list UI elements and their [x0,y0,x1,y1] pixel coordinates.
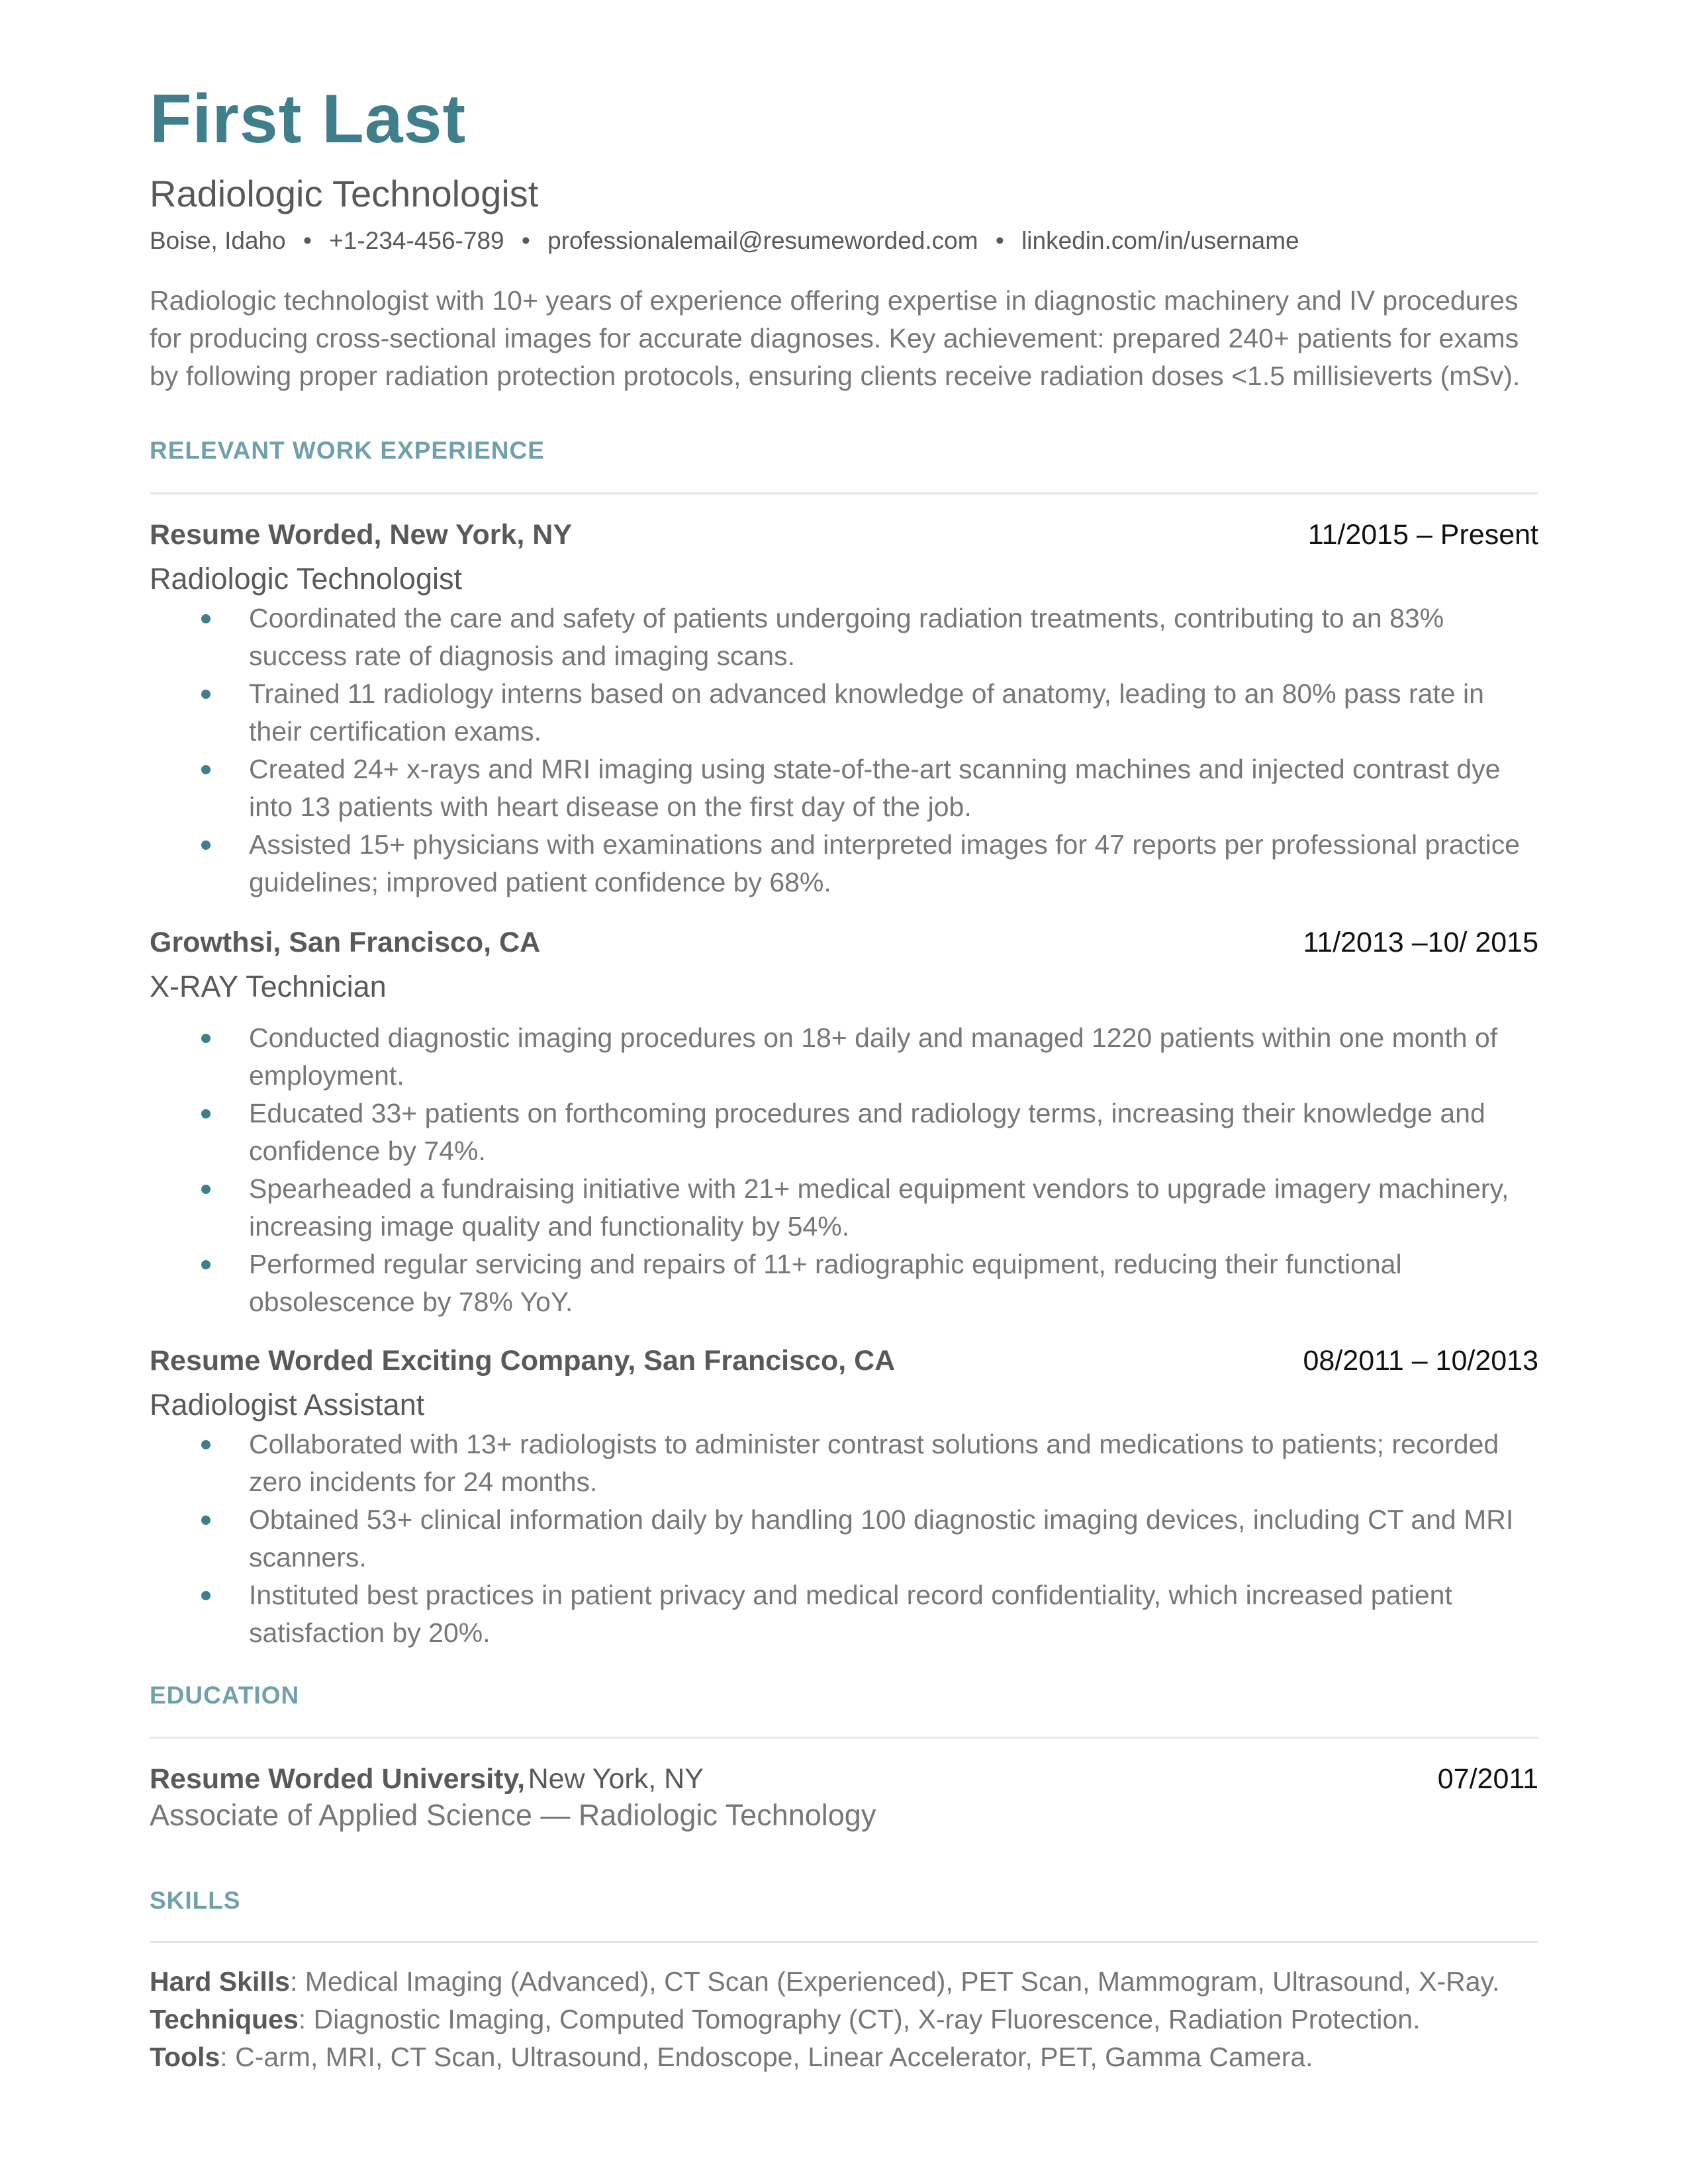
education-degree: Associate of Applied Science — Radiologic Technology [150,1798,876,1832]
education-school: Resume Worded University, [150,1763,526,1795]
job-entry [150,1345,1538,1652]
job-bullet-text: Collaborated with 13+ radiologists to administer contrast solutions and medications to patients; recorded zero incidents for 24 months. [249,1429,1499,1497]
section-divider [150,1737,1538,1739]
bullet-dot-icon [201,765,211,774]
bullet-dot-icon [201,1185,211,1194]
job-bullet-text: Performed regular servicing and repairs of 11+ radiographic equipment, reducing their functional obsolescence by 78% YoY. [249,1249,1402,1317]
job-bullet-text: Educated 33+ patients on forthcoming procedures and radiology terms, increasing their knowledge and confidence by 74%. [249,1098,1485,1166]
job-header [150,1345,1538,1385]
contact-email[interactable]: professionalemail@resumeworded.com [547,227,978,254]
bullet-dot-icon [201,841,211,850]
job-bullet-text: Created 24+ x-rays and MRI imaging using state-of-the-art scanning machines and injected contrast dye into 13 patients with heart disease on the first day of the job. [249,754,1501,822]
skill-value: : Diagnostic Imaging, Computed Tomography (CT), X-ray Fluorescence, Radiation Protection. [298,2004,1421,2034]
skill-line [150,1963,1538,2001]
section-divider [150,1941,1538,1943]
contact-phone[interactable]: +1-234-456-789 [329,227,504,254]
skill-label: Techniques [150,2004,299,2034]
job-bullet-text: Trained 11 radiology interns based on advanced knowledge of anatomy, leading to an 80% pass rate in their certification exams. [249,678,1484,747]
bullet-dot-icon [201,1440,211,1449]
skill-line [150,2038,1538,2076]
education-location: New York, NY [528,1763,704,1795]
skill-label: Hard Skills [150,1966,290,1997]
job-role: Radiologic Technologist [150,562,462,596]
bullet-dot-icon [201,690,211,699]
skills-list [150,1963,1538,2076]
section-title-experience: RELEVANT WORK EXPERIENCE [150,437,545,464]
section-divider [150,492,1538,494]
skill-label: Tools [150,2042,220,2072]
job-company: Growthsi, San Francisco, CA [150,927,541,958]
contact-line [150,226,1299,255]
bullet-dot-icon [201,1516,211,1525]
job-entry [150,519,1538,901]
contact-separator: • [995,227,1004,254]
summary-paragraph: Radiologic technologist with 10+ years of experience offering expertise in diagnostic machinery and IV procedures for producing cross-sectional images for accurate diagnoses. Key achievement: prepared 240+ patients for exams by following proper radiation protection protocols, ensuring clients receive radiation doses <1.5 millisieverts (mSv). [150,285,1521,391]
section-title-skills: SKILLS [150,1887,241,1914]
job-bullet-text: Spearheaded a fundraising initiative with 21+ medical equipment vendors to upgrade imagery machinery, increasing image quality and functionality by 54%. [249,1173,1509,1242]
bullet-dot-icon [201,1109,211,1118]
skill-value: : C-arm, MRI, CT Scan, Ultrasound, Endoscope, Linear Accelerator, PET, Gamma Camera. [220,2042,1313,2072]
job-bullet-text: Assisted 15+ physicians with examinations and interpreted images for 47 reports per professional practice guidelines; improved patient confidence by 68%. [249,829,1521,897]
job-bullet [150,1501,1538,1576]
education-entry [150,1763,1538,1833]
job-dates: 08/2011 – 10/2013 [1303,1345,1538,1377]
job-header [150,519,1538,559]
job-dates: 11/2013 –10/ 2015 [1303,927,1538,958]
contact-separator: • [521,227,530,254]
job-bullets [150,1019,1538,1321]
job-bullet [150,1019,1538,1095]
job-bullet-text: Instituted best practices in patient privacy and medical record confidentiality, which increased patient satisfaction by 20%. [249,1580,1452,1648]
job-bullet-text: Conducted diagnostic imaging procedures on 18+ daily and managed 1220 patients within one month of employment. [249,1023,1498,1091]
job-role: X-RAY Technician [150,970,387,1003]
job-dates: 11/2015 – Present [1307,519,1538,551]
job-bullet-text: Obtained 53+ clinical information daily by handling 100 diagnostic imaging devices, including CT and MRI scanners. [249,1504,1514,1572]
bullet-dot-icon [201,614,211,623]
skill-line [150,2001,1538,2038]
job-bullet-text: Coordinated the care and safety of patients undergoing radiation treatments, contributing to an 83% success rate of diagnosis and imaging scans. [249,603,1444,671]
job-company: Resume Worded Exciting Company, San Francisco, CA [150,1345,896,1377]
job-bullet [150,751,1538,826]
candidate-name: First Last [150,81,467,158]
job-role: Radiologist Assistant [150,1388,425,1422]
education-date: 07/2011 [1437,1763,1538,1795]
job-header [150,927,1538,966]
job-bullet [150,675,1538,751]
contact-linkedin[interactable]: linkedin.com/in/username [1021,227,1299,254]
job-entry [150,927,1538,1321]
contact-separator: • [303,227,312,254]
candidate-title: Radiologic Technologist [150,173,539,214]
skill-value: : Medical Imaging (Advanced), CT Scan (Experienced), PET Scan, Mammogram, Ultrasound, X-Ray. [289,1966,1500,1997]
job-bullet [150,1576,1538,1652]
education-header [150,1763,1538,1796]
contact-location: Boise, Idaho [150,227,286,254]
section-title-education: EDUCATION [150,1682,300,1709]
job-bullet [150,600,1538,675]
job-bullets [150,1426,1538,1652]
job-bullet [150,826,1538,901]
job-bullet [150,1246,1538,1321]
job-bullet [150,1170,1538,1246]
job-bullet [150,1426,1538,1501]
job-bullet [150,1095,1538,1170]
bullet-dot-icon [201,1260,211,1269]
bullet-dot-icon [201,1034,211,1043]
job-company: Resume Worded, New York, NY [150,519,573,551]
job-bullets [150,600,1538,901]
bullet-dot-icon [201,1591,211,1600]
